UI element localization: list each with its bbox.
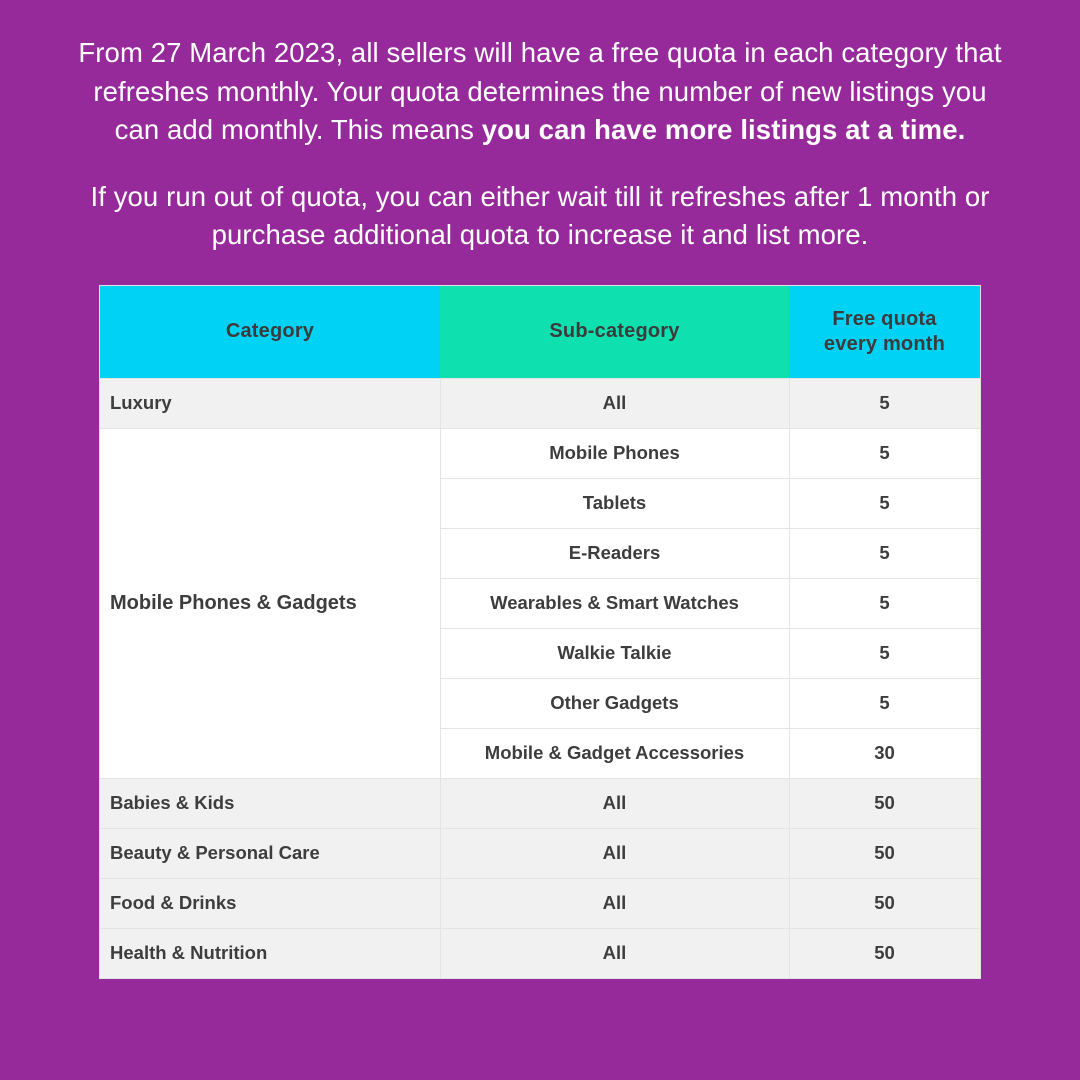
cell-quota: 50 bbox=[789, 778, 980, 828]
cell-subcategory: E-Readers bbox=[440, 528, 789, 578]
quota-table-body bbox=[100, 378, 980, 978]
cell-subcategory: Wearables & Smart Watches bbox=[440, 578, 789, 628]
cell-category: Food & Drinks bbox=[100, 878, 440, 928]
table-header-row bbox=[100, 286, 980, 379]
cell-quota: 50 bbox=[789, 828, 980, 878]
column-header-free-quota-line2: every month bbox=[823, 332, 946, 355]
cell-subcategory: Walkie Talkie bbox=[440, 628, 789, 678]
intro-text-block bbox=[48, 0, 1032, 255]
cell-quota: 5 bbox=[789, 378, 980, 428]
table-row bbox=[100, 878, 980, 928]
cell-quota: 50 bbox=[789, 878, 980, 928]
cell-category: Babies & Kids bbox=[100, 778, 440, 828]
quota-table bbox=[100, 286, 981, 978]
cell-subcategory: Mobile & Gadget Accessories bbox=[440, 728, 789, 778]
cell-category: Health & Nutrition bbox=[100, 928, 440, 978]
cell-category: Mobile Phones & Gadgets bbox=[100, 428, 440, 778]
column-header-category: Category bbox=[100, 286, 440, 379]
cell-subcategory: Tablets bbox=[440, 478, 789, 528]
cell-quota: 5 bbox=[789, 428, 980, 478]
cell-category: Luxury bbox=[100, 378, 440, 428]
cell-quota: 5 bbox=[789, 578, 980, 628]
cell-subcategory: All bbox=[440, 828, 789, 878]
cell-category: Beauty & Personal Care bbox=[100, 828, 440, 878]
cell-subcategory: All bbox=[440, 378, 789, 428]
cell-quota: 30 bbox=[789, 728, 980, 778]
cell-quota: 5 bbox=[789, 678, 980, 728]
quota-table-head bbox=[100, 286, 980, 379]
table-row bbox=[100, 928, 980, 978]
cell-subcategory: All bbox=[440, 878, 789, 928]
intro-paragraph-1 bbox=[75, 34, 1005, 150]
cell-subcategory: All bbox=[440, 928, 789, 978]
cell-quota: 50 bbox=[789, 928, 980, 978]
column-header-free-quota-line1: Free quota bbox=[832, 307, 937, 330]
cell-quota: 5 bbox=[789, 478, 980, 528]
intro-paragraph-1-emphasis: you can have more listings at a time. bbox=[481, 114, 966, 145]
column-header-subcategory: Sub-category bbox=[440, 286, 789, 379]
cell-subcategory: Other Gadgets bbox=[440, 678, 789, 728]
cell-subcategory: Mobile Phones bbox=[440, 428, 789, 478]
cell-quota: 5 bbox=[789, 528, 980, 578]
column-header-free-quota bbox=[789, 286, 980, 379]
table-row bbox=[100, 778, 980, 828]
intro-paragraph-1-text: From 27 March 2023, all sellers will have a free quota in each category that refreshes monthly. Your quota determines the number of new listings you can add monthly. This means bbox=[78, 37, 1002, 145]
cell-subcategory: All bbox=[440, 778, 789, 828]
intro-paragraph-2: If you run out of quota, you can either wait till it refreshes after 1 month or purchase additional quota to increase it and list more. bbox=[90, 180, 990, 250]
quota-table-container bbox=[99, 285, 981, 979]
cell-quota: 5 bbox=[789, 628, 980, 678]
table-row bbox=[100, 428, 980, 478]
table-row bbox=[100, 828, 980, 878]
table-row bbox=[100, 378, 980, 428]
